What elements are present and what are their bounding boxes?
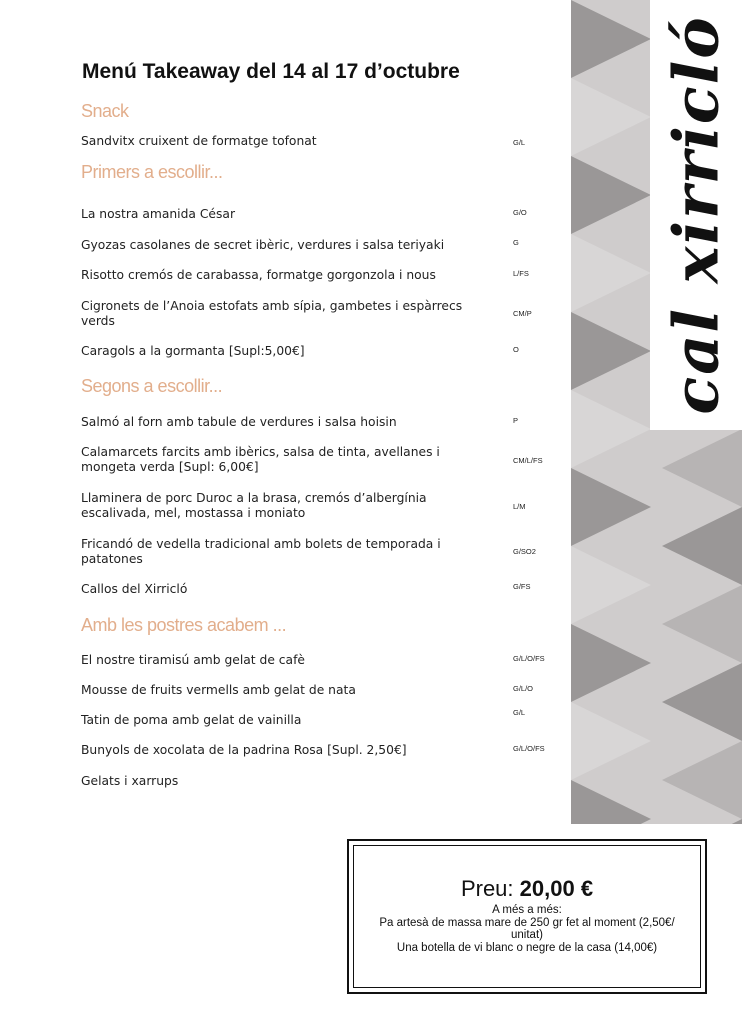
- allergen-code: G/L: [513, 708, 526, 717]
- menu-title: Menú Takeaway del 14 al 17 d’octubre: [82, 60, 460, 83]
- menu-item: Mousse de fruits vermells amb gelat de nata: [81, 683, 356, 697]
- price-amount: 20,00 €: [519, 876, 594, 901]
- extras-block: [364, 904, 690, 954]
- allergen-code: L/FS: [513, 269, 529, 278]
- allergen-code: G: [513, 238, 519, 247]
- menu-item: Gelats i xarrups: [81, 774, 179, 788]
- allergen-code: G/L/O/FS: [513, 654, 545, 663]
- allergen-code: CM/P: [513, 309, 532, 318]
- allergen-code: CM/L/FS: [513, 456, 543, 465]
- menu-item: Tatin de poma amb gelat de vainilla: [81, 713, 302, 727]
- price-box: [347, 839, 707, 994]
- allergen-code: G/L/O: [513, 684, 534, 693]
- extras-heading: A més a més:: [492, 904, 562, 916]
- allergen-code: G/L/O/FS: [513, 744, 545, 753]
- allergen-code: L/M: [513, 502, 526, 511]
- allergen-code: G/SO2: [513, 547, 536, 556]
- allergen-code: G/O: [513, 208, 527, 217]
- menu-item: Salmó al forn amb tabule de verdures i salsa hoisin: [81, 415, 397, 429]
- price-label: Preu:: [460, 876, 514, 901]
- allergen-code: P: [513, 416, 519, 425]
- menu-item: Bunyols de xocolata de la padrina Rosa [Supl. 2,50€]: [81, 743, 407, 757]
- allergen-code: G/FS: [513, 582, 531, 591]
- menu-item: La nostra amanida César: [81, 207, 235, 221]
- allergen-code: G/L: [513, 138, 526, 147]
- menu-item: Callos del Xirricló: [81, 582, 188, 596]
- price-box-inner-border: [353, 845, 701, 988]
- menu-item: El nostre tiramisú amb gelat de cafè: [81, 653, 305, 667]
- menu-item: Caragols a la gormanta [Supl:5,00€]: [81, 344, 305, 358]
- section-heading-postres: Amb les postres acabem ...: [81, 615, 287, 635]
- extra-wine: Una botella de vi blanc o negre de la casa (14,00€): [396, 941, 658, 954]
- menu-item: Cigronets de l’Anoia estofats amb sípia, gambetes i espàrrecs verds: [81, 299, 463, 328]
- menu-item: Calamarcets farcits amb ibèrics, salsa de tinta, avellanes i mongeta verda [Supl: 6,00€]: [81, 445, 440, 474]
- menu-item: Risotto cremós de carabassa, formatge gorgonzola i nous: [81, 268, 436, 282]
- price-line: [354, 876, 700, 902]
- menu-item: Gyozas casolanes de secret ibèric, verdures i salsa teriyaki: [81, 238, 445, 252]
- menu-item: Fricandó de vedella tradicional amb bolets de temporada i patatones: [81, 537, 441, 566]
- section-heading-primers: Primers a escollir...: [81, 162, 223, 182]
- allergen-code: O: [513, 345, 519, 354]
- extra-bread: Pa artesà de massa mare de 250 gr fet al moment (2,50€/ unitat): [379, 916, 675, 941]
- restaurant-logo: cal xirricló: [659, 15, 733, 415]
- menu-item: Llaminera de porc Duroc a la brasa, cremós d’albergínia escalivada, mel, mostassa i moniato: [81, 491, 427, 520]
- section-heading-snack: Snack: [81, 101, 129, 121]
- section-heading-segons: Segons a escollir...: [81, 376, 223, 396]
- menu-item: Sandvitx cruixent de formatge tofonat: [81, 134, 317, 148]
